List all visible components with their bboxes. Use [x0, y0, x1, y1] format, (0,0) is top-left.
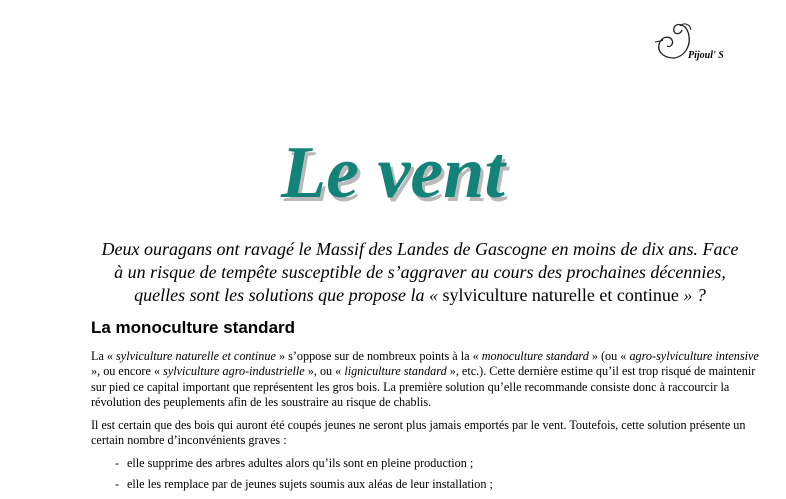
- list-item-text: elle les remplace par de jeunes sujets soumis aux aléas de leur installation ;: [127, 477, 493, 492]
- text-run: » s’oppose sur de nombreux points à la «: [275, 349, 482, 363]
- section-heading: La monoculture standard: [91, 318, 296, 337]
- text-run: », ou encore «: [91, 364, 164, 379]
- bullet-list: [91, 456, 751, 499]
- text-run: » (ou «: [588, 349, 630, 363]
- list-item-text: elle supprime des arbres adultes alors qu’ils sont en pleine production ;: [127, 456, 474, 470]
- italic-term: sylviculture naturelle et continue: [116, 349, 276, 363]
- text-run: La «: [91, 349, 117, 363]
- logo: [650, 18, 732, 68]
- lead-line-3-end: » ?: [678, 285, 706, 305]
- text-run: », etc.). Cette dernière estime qu’il est trop risqué de maintenir sur pied ce capital important que représentent les gros bois. La première solution qu’elle recommande consiste donc à raccourcir la révolution des peuplements afin de les soustraire au risque de chablis.: [91, 364, 756, 409]
- list-item: [91, 456, 751, 471]
- text-run: », ou «: [304, 364, 345, 379]
- italic-term: ligniculture standard: [344, 364, 447, 379]
- lead-line-3-start: quelles sont les solutions que propose la «: [134, 285, 443, 305]
- lead-line-2: à un risque de tempête susceptible de s’aggraver au cours des prochaines décennies,: [114, 262, 726, 282]
- italic-term: sylviculture agro-industrielle: [163, 364, 305, 379]
- paragraph-1: [91, 349, 761, 410]
- page-title: Le vent: [281, 132, 505, 214]
- italic-term: monoculture standard: [481, 349, 589, 363]
- logo-text: Pijoul' S: [688, 50, 724, 61]
- lead-line-3-term: sylviculture naturelle et continue: [442, 285, 679, 305]
- bullet-dash: -: [115, 477, 120, 492]
- lead-paragraph: [70, 238, 770, 307]
- list-item: [91, 477, 751, 492]
- paragraph-2: Il est certain que des bois qui auront été coupés jeunes ne seront plus jamais emportés par le vent. Toutefois, cette solution présente un certain nombre d’inconvénients graves :: [91, 418, 746, 448]
- lead-line-1: Deux ouragans ont ravagé le Massif des Landes de Gascogne en moins de dix ans. Face: [101, 239, 739, 259]
- italic-term: agro-sylviculture intensive: [629, 349, 759, 363]
- bullet-dash: -: [115, 456, 120, 470]
